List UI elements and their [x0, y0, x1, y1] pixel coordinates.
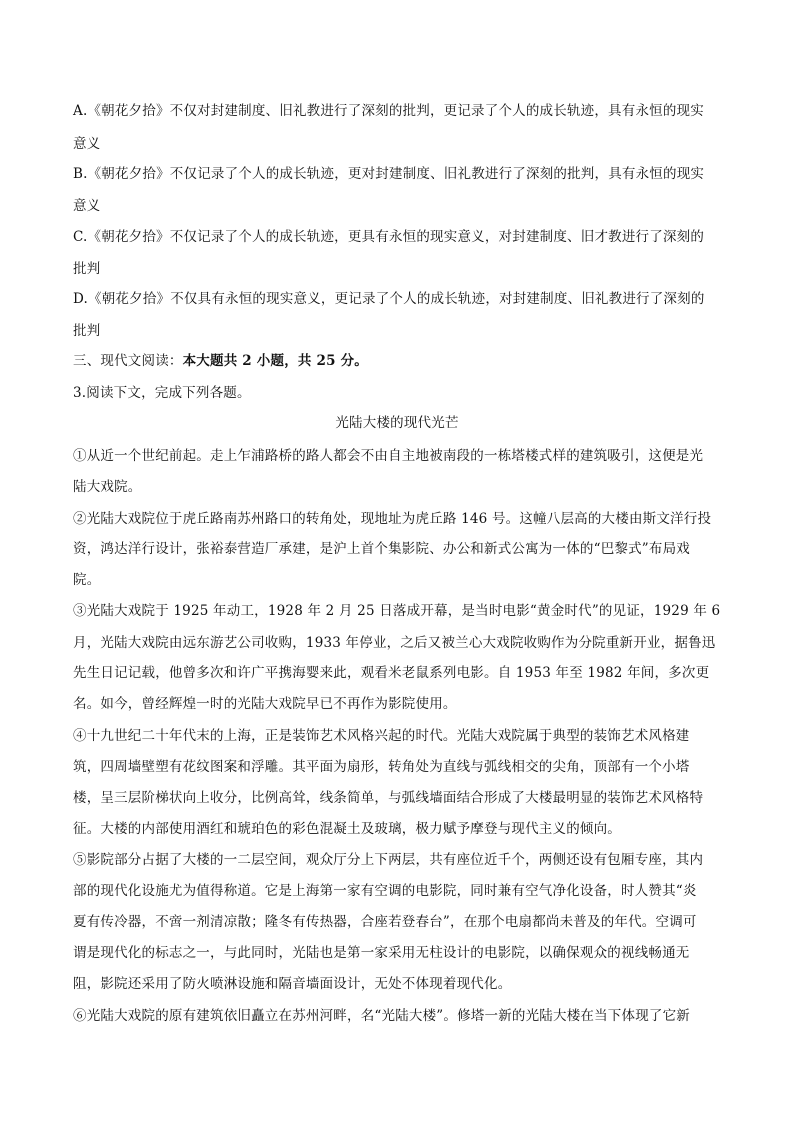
- option-c-line-1: C.《朝花夕拾》不仅记录了个人的成长轨迹，更具有永恒的现实意义，对封建制度、旧才教进行了深刻的: [73, 229, 705, 245]
- option-a-line-2: 意义: [73, 136, 101, 152]
- question-instruction: 3.阅读下文，完成下列各题。: [73, 385, 251, 401]
- paragraph-5-line-4: 谓是现代化的标志之一，与此同时，光陆也是第一家采用无柱设计的电影院，以确保观众的视线畅通无: [73, 945, 690, 961]
- paragraph-5-line-5: 阻，影院还采用了防火喷淋设施和隔音墙面设计，无处不体现着现代化。: [73, 976, 512, 992]
- paragraph-2-line-2: 资，鸿达洋行设计，张裕泰营造厂承建，是沪上首个集影院、办公和新式公寓为一体的“巴黎式”布局戏: [73, 541, 691, 557]
- article-title: 光陆大楼的现代光芒: [335, 415, 459, 431]
- paragraph-5-line-1: ⑤影院部分占据了大楼的一二层空间，观众厅分上下两层，共有座位近千个，两侧还设有包厢专座，其内: [73, 852, 704, 868]
- paragraph-2-line-3: 院。: [73, 572, 101, 588]
- section-heading: [73, 351, 723, 371]
- paragraph-2-line-1: ②光陆大戏院位于虎丘路南苏州路口的转角处，现地址为虎丘路 146 号。这幢八层高的大楼由斯文洋行投: [73, 511, 712, 527]
- paragraph-4-line-1: ④十九世纪二十年代末的上海，正是装饰艺术风格兴起的时代。光陆大戏院属于典型的装饰艺术风格建: [73, 728, 690, 744]
- paragraph-1-line-1: ①从近一个世纪前起。走上乍浦路桥的路人都会不由自主地被南段的一栋塔楼式样的建筑吸引，这便是光: [73, 448, 704, 464]
- paragraph-3-line-3: 先生日记记载，他曾多次和许广平携海婴来此，观看米老鼠系列电影。自 1953 年至 1982 年间，多次更: [73, 665, 710, 681]
- paragraph-1-line-2: 陆大戏院。: [73, 479, 142, 495]
- option-d-line-1: D.《朝花夕拾》不仅具有永恒的现实意义，更记录了个人的成长轨迹，对封建制度、旧礼教进行了深刻的: [73, 291, 705, 307]
- paragraph-4-line-4: 征。大楼的内部使用酒红和琥珀色的彩色混凝土及玻璃，极力赋予摩登与现代主义的倾向。: [73, 821, 621, 837]
- paragraph-3-line-2: 月，光陆大戏院由远东游艺公司收购，1933 年停业，之后又被兰心大戏院收购作为分院重新开业，据鲁迅: [73, 635, 716, 651]
- paragraph-4-line-2: 筑，四周墙壁塑有花纹图案和浮雕。其平面为扇形，转角处为直线与弧线相交的尖角，顶部有一个小塔: [73, 759, 690, 775]
- paragraph-5-line-2: 部的现代化设施尤为值得称道。它是上海第一家有空调的电影院，同时兼有空气净化设备，时人赞其“炎: [73, 883, 697, 899]
- option-a-line-1: A.《朝花夕拾》不仅对封建制度、旧礼教进行了深刻的批判，更记录了个人的成长轨迹，具有永恒的现实: [73, 103, 704, 119]
- option-b-line-2: 意义: [73, 198, 101, 214]
- section-bold-text: 本大题共 2 小题，共 25 分。: [182, 353, 368, 369]
- paragraph-4-line-3: 楼，呈三层阶梯状向上收分，比例高耸，线条简单，与弧线墙面结合形成了大楼最明显的装饰艺术风格特: [73, 790, 704, 806]
- option-d-line-2: 批判: [73, 323, 101, 339]
- section-prefix: 三、现代文阅读：: [73, 353, 183, 369]
- option-c-line-2: 批判: [73, 261, 101, 277]
- paragraph-3-line-4: 名。如今，曾经辉煌一时的光陆大戏院早已不再作为影院使用。: [73, 696, 457, 712]
- paragraph-3-line-1: ③光陆大戏院于 1925 年动工，1928 年 2 月 25 日落成开幕，是当时电影“黄金时代”的见证，1929 年 6: [73, 603, 721, 619]
- option-b-line-1: B.《朝花夕拾》不仅记录了个人的成长轨迹，更对封建制度、旧礼教进行了深刻的批判，具有永恒的现实: [73, 166, 705, 182]
- paragraph-6-line-1: ⑥光陆大戏院的原有建筑依旧矗立在苏州河畔，名“光陆大楼”。修塔一新的光陆大楼在当下体现了它新: [73, 1008, 691, 1024]
- paragraph-5-line-3: 夏有传冷器，不啻一剂清凉散；隆冬有传热器，合座若登春台”，在那个电扇都尚未普及的年代。空调可: [73, 914, 697, 930]
